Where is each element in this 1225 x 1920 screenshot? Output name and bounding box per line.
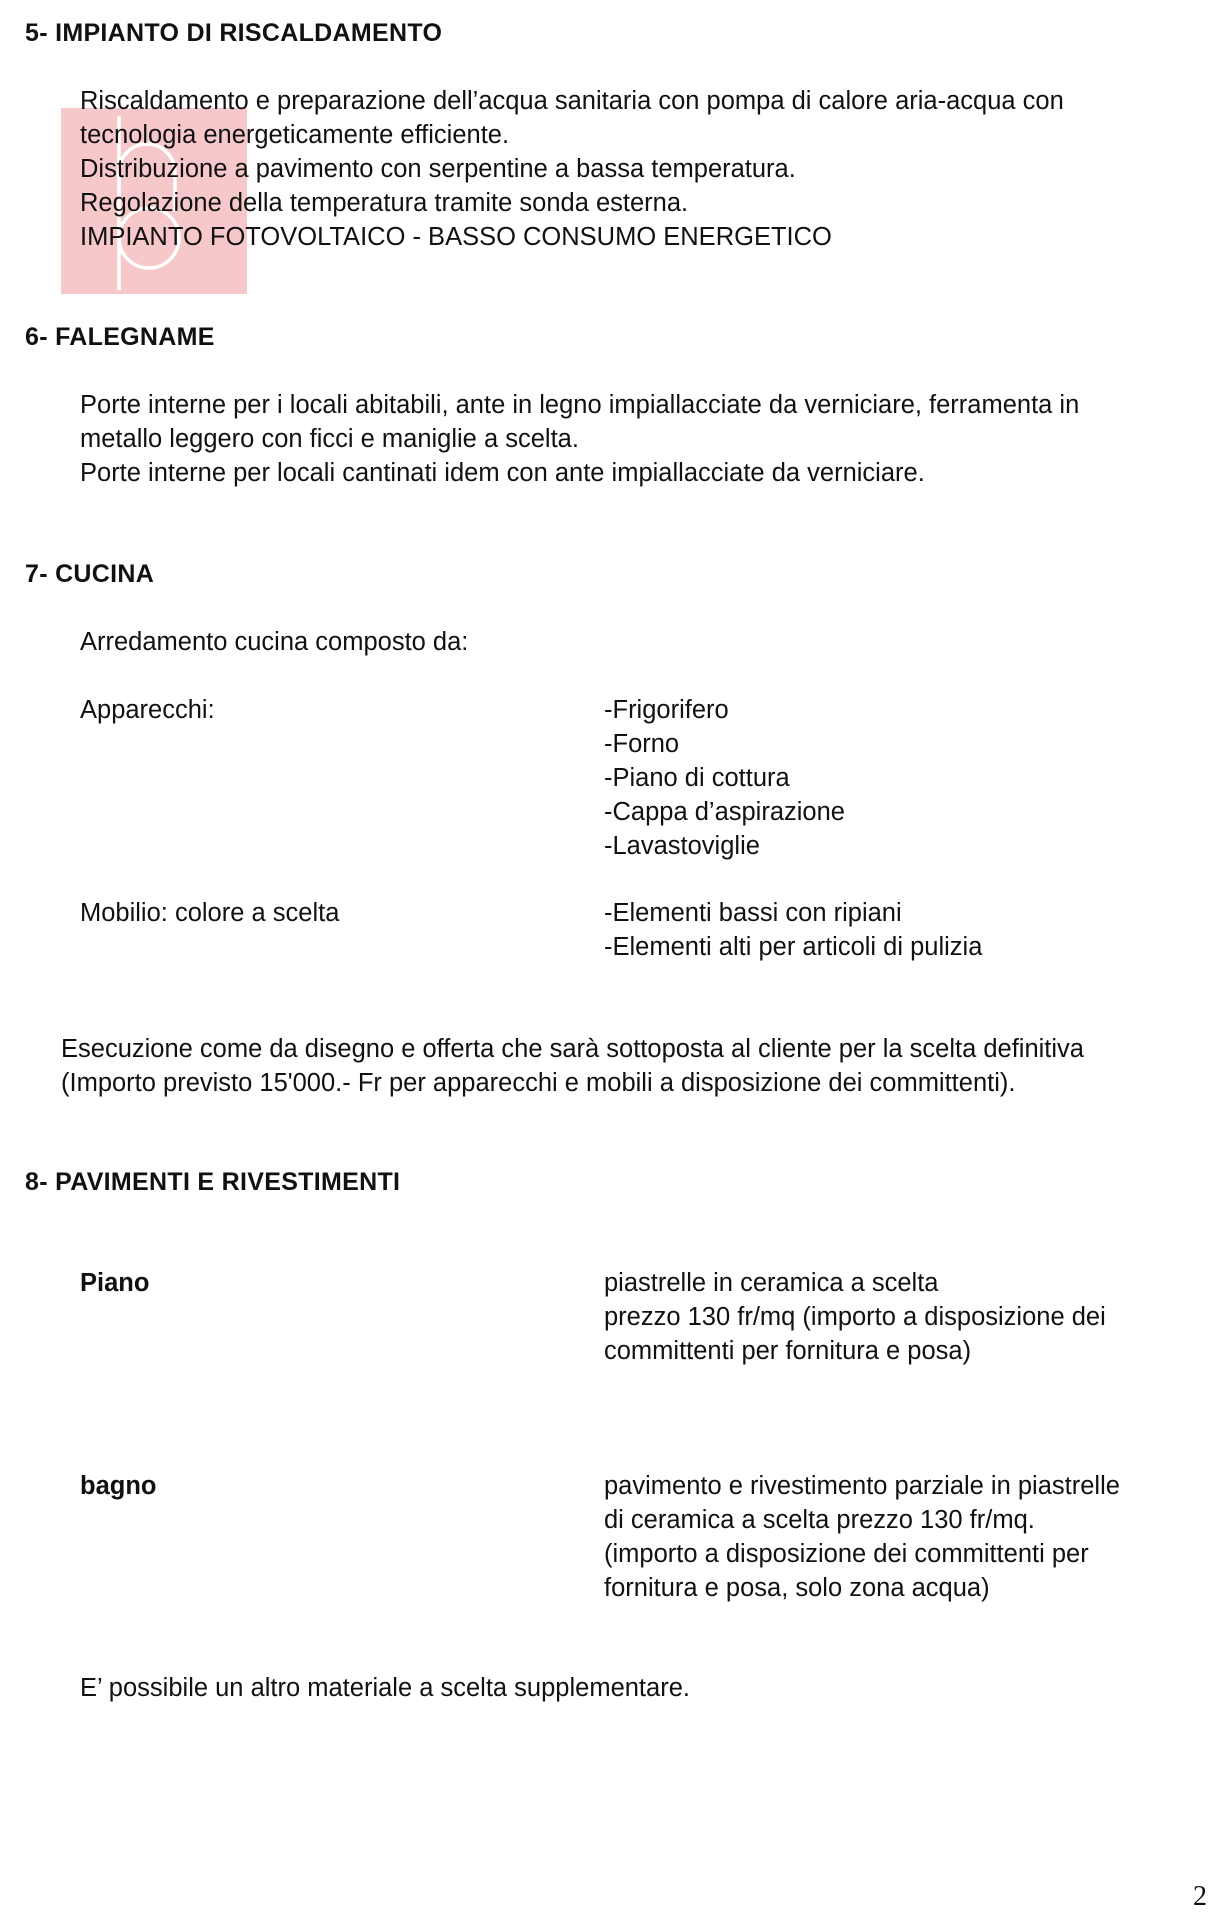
section-7-heading: 7- CUCINA [25, 560, 155, 588]
section-5-heading: 5- IMPIANTO DI RISCALDAMENTO [25, 19, 443, 47]
bath-description [604, 1469, 1120, 1605]
floor-description [604, 1266, 1106, 1368]
list-item: -Cappa d’aspirazione [604, 798, 845, 826]
appliances-list [604, 693, 845, 863]
section-5-line: tecnologia energeticamente efficiente. [80, 121, 510, 149]
kitchen-execution-note [61, 1032, 1084, 1100]
execution-line: (Importo previsto 15'000.- Fr per apparecchi e mobili a disposizione dei committenti). [61, 1069, 1016, 1097]
section-5-body [80, 84, 1064, 254]
floor-line: committenti per fornitura e posa) [604, 1337, 972, 1365]
section-5-line: IMPIANTO FOTOVOLTAICO - BASSO CONSUMO ENERGETICO [80, 223, 832, 251]
section-5-line: Riscaldamento e preparazione dell’acqua sanitaria con pompa di calore aria-acqua con [80, 87, 1064, 115]
floor-label: Piano [80, 1269, 150, 1297]
section-6-body [80, 388, 1079, 490]
appliances-label: Apparecchi: [80, 696, 215, 724]
section-5-line: Distribuzione a pavimento con serpentine a bassa temperatura. [80, 155, 796, 183]
material-note: E’ possibile un altro materiale a scelta supplementare. [80, 1674, 690, 1702]
section-6-heading: 6- FALEGNAME [25, 323, 215, 351]
list-item: -Frigorifero [604, 696, 729, 724]
list-item: -Elementi bassi con ripiani [604, 899, 902, 927]
floor-line: piastrelle in ceramica a scelta [604, 1269, 939, 1297]
section-6-line: Porte interne per locali cantinati idem con ante impiallacciate da verniciare. [80, 459, 925, 487]
furniture-list [604, 896, 982, 964]
list-item: -Lavastoviglie [604, 832, 760, 860]
section-5-line: Regolazione della temperatura tramite sonda esterna. [80, 189, 689, 217]
kitchen-intro: Arredamento cucina composto da: [80, 628, 469, 656]
list-item: -Piano di cottura [604, 764, 790, 792]
list-item: -Elementi alti per articoli di pulizia [604, 933, 983, 961]
bath-line: di ceramica a scelta prezzo 130 fr/mq. [604, 1506, 1035, 1534]
furniture-label: Mobilio: colore a scelta [80, 899, 340, 927]
page-number: 2 [1193, 1881, 1207, 1912]
section-8-heading: 8- PAVIMENTI E RIVESTIMENTI [25, 1168, 401, 1196]
execution-line: Esecuzione come da disegno e offerta che sarà sottoposta al cliente per la scelta definitiva [61, 1035, 1084, 1063]
bath-line: fornitura e posa, solo zona acqua) [604, 1574, 990, 1602]
bath-line: (importo a disposizione dei committenti per [604, 1540, 1089, 1568]
bath-line: pavimento e rivestimento parziale in piastrelle [604, 1472, 1120, 1500]
list-item: -Forno [604, 730, 680, 758]
section-6-line: Porte interne per i locali abitabili, ante in legno impiallacciate da verniciare, ferramenta in [80, 391, 1080, 419]
bath-label: bagno [80, 1472, 157, 1500]
floor-line: prezzo 130 fr/mq (importo a disposizione dei [604, 1303, 1106, 1331]
section-6-line: metallo leggero con ficci e maniglie a scelta. [80, 425, 579, 453]
